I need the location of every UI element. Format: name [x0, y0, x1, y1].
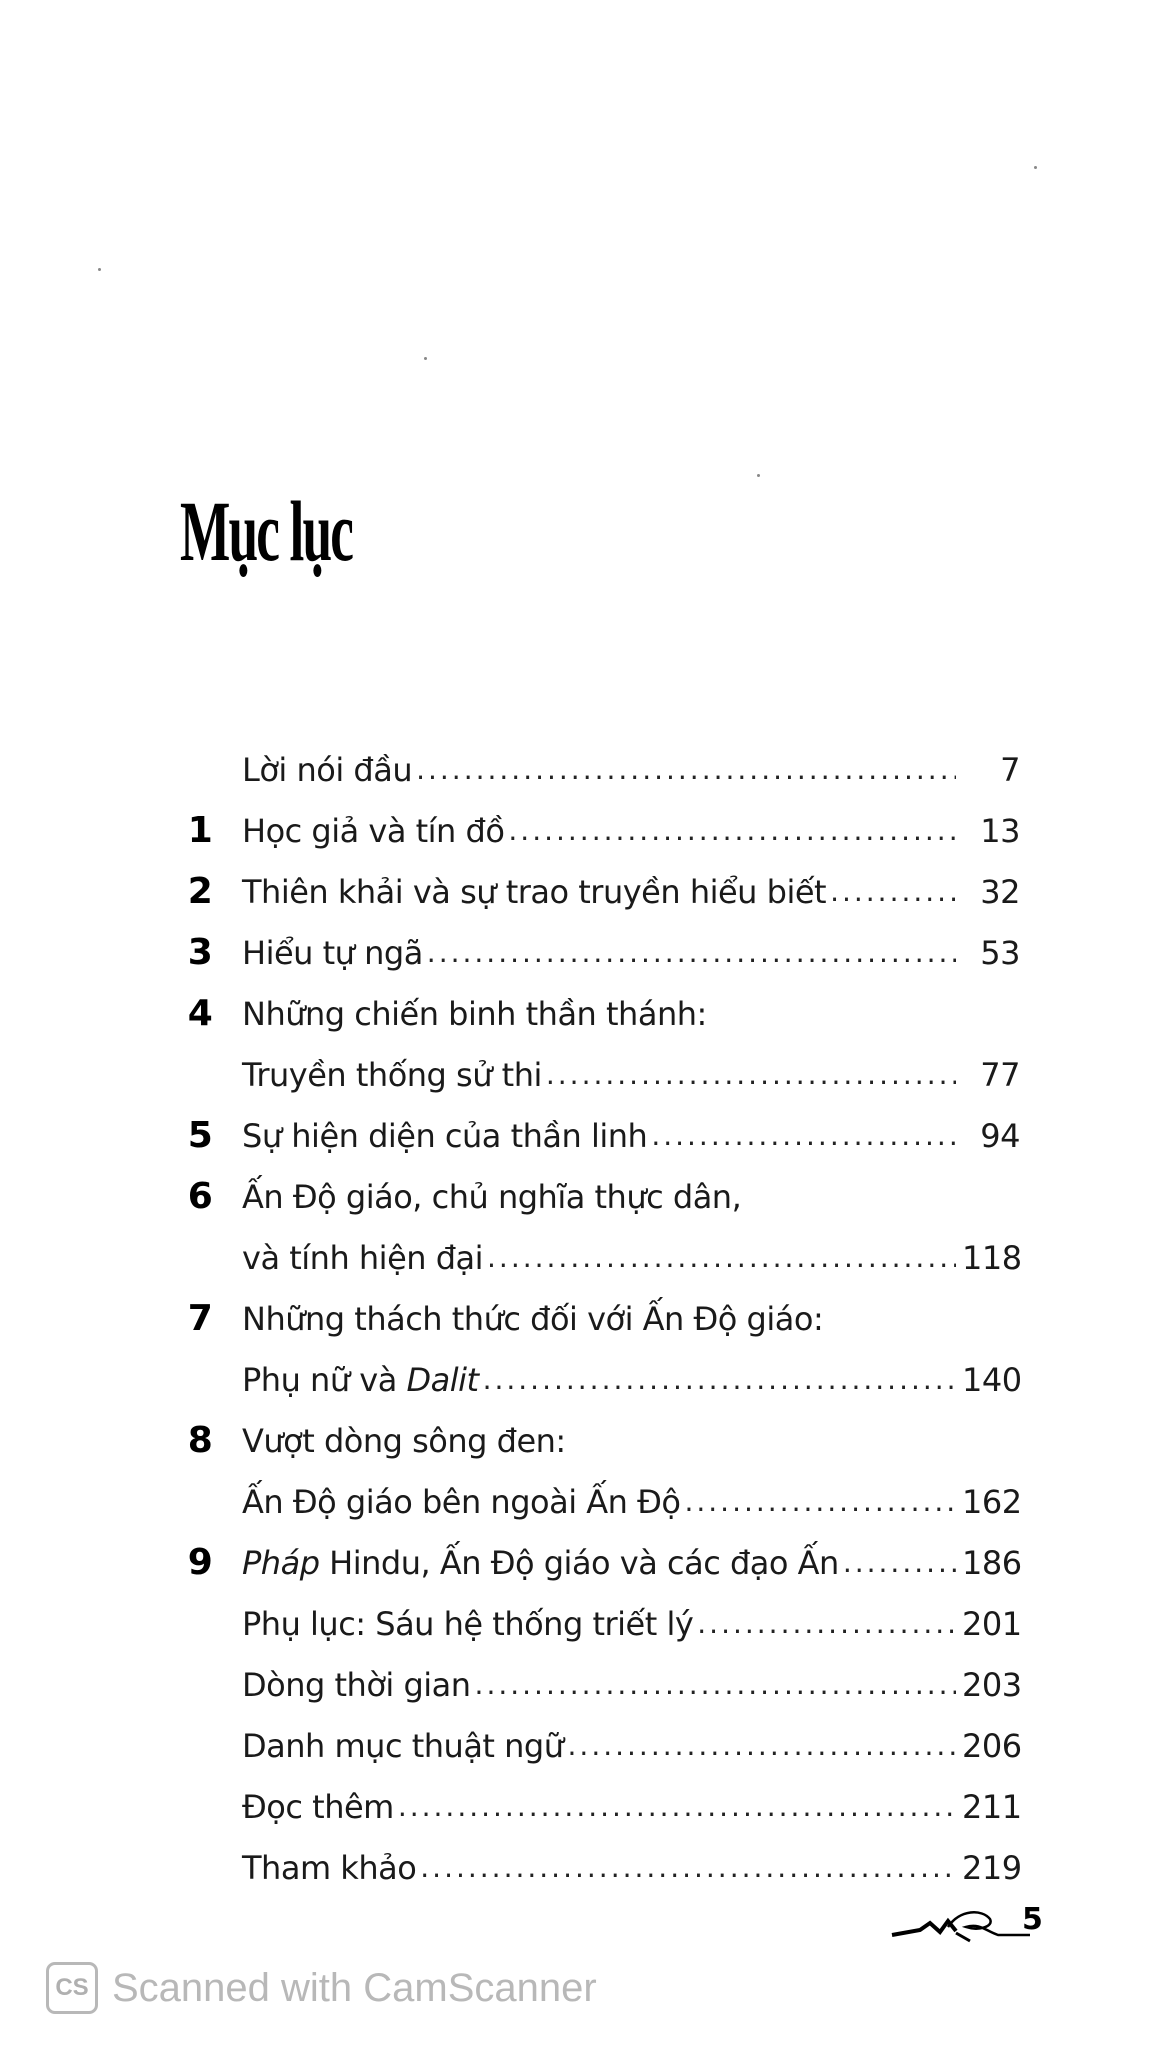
toc-line [180, 1114, 1020, 1175]
dot-leader [508, 809, 956, 853]
chapter-number: 1 [187, 810, 213, 851]
dot-leader [427, 931, 956, 975]
toc-entry-title [242, 1297, 823, 1341]
toc-entry-text: Danh mục thuật ngữ [242, 1727, 564, 1765]
dot-leader [487, 1236, 956, 1280]
toc-entry [180, 1846, 1020, 1907]
toc-line [180, 1724, 1020, 1785]
toc-entry-text: Học giả và tín đồ [242, 812, 505, 850]
toc-entry [180, 1175, 1020, 1297]
toc-entry-title [242, 931, 423, 975]
toc-entry-text: Phụ nữ và [242, 1361, 407, 1399]
chapter-number: 6 [187, 1176, 213, 1217]
italic-term: Dalit [406, 1361, 479, 1399]
camscanner-logo-icon: CS [46, 1962, 98, 2014]
toc-entry-text: Thiên khải và sự trao truyền hiểu biết [242, 873, 827, 911]
chapter-number: 8 [187, 1420, 213, 1461]
toc-entry-title [242, 1175, 741, 1219]
toc-entry-title [242, 1114, 647, 1158]
dot-leader [475, 1663, 956, 1707]
toc-line [180, 1846, 1020, 1907]
italic-term: Pháp [242, 1544, 320, 1582]
toc-line [180, 748, 1020, 809]
toc-entry-text: Ấn Độ giáo bên ngoài Ấn Độ [242, 1483, 681, 1521]
dot-leader [568, 1724, 956, 1768]
toc-line [180, 1297, 1020, 1358]
table-of-contents [180, 748, 1020, 1907]
page-title: Mục lục [180, 482, 353, 579]
dot-leader [684, 1480, 956, 1524]
toc-entry-title [242, 870, 826, 914]
toc-entry-text: Tham khảo [242, 1849, 417, 1887]
toc-entry-text: Sự hiện diện của thần linh [242, 1117, 648, 1155]
toc-line [180, 870, 1020, 931]
watermark-text: Scanned with CamScanner [112, 1965, 597, 2010]
toc-entry [180, 809, 1020, 870]
toc-line [180, 1785, 1020, 1846]
toc-entry-title [242, 1785, 394, 1829]
toc-page-number: 32 [980, 873, 1020, 911]
toc-line [180, 1541, 1020, 1602]
toc-entry [180, 1663, 1020, 1724]
dot-leader [416, 748, 956, 792]
toc-entry-title [242, 1358, 479, 1402]
toc-line [180, 1419, 1020, 1480]
chapter-number: 7 [187, 1298, 213, 1339]
toc-entry [180, 1724, 1020, 1785]
toc-page-number: 13 [980, 812, 1020, 850]
toc-page-number: 53 [980, 934, 1020, 972]
toc-entry-text: Vượt dòng sông đen: [242, 1422, 566, 1460]
scan-speck [1034, 166, 1037, 169]
toc-entry-title [242, 1236, 483, 1280]
toc-page-number: 140 [962, 1361, 1022, 1399]
toc-line [180, 1358, 1020, 1419]
toc-entry [180, 1114, 1020, 1175]
toc-entry [180, 1541, 1020, 1602]
toc-page-number: 219 [962, 1849, 1022, 1887]
toc-entry-text: Dòng thời gian [242, 1666, 471, 1704]
toc-entry-title [242, 809, 504, 853]
toc-entry [180, 992, 1020, 1114]
toc-entry-text: Hiểu tự ngã [242, 934, 423, 972]
toc-entry-text: Phụ lục: Sáu hệ thống triết lý [242, 1605, 694, 1643]
toc-entry [180, 1419, 1020, 1541]
toc-line [180, 931, 1020, 992]
toc-entry-title [242, 1663, 471, 1707]
toc-entry-text: Ấn Độ giáo, chủ nghĩa thực dân, [242, 1178, 742, 1216]
toc-entry [180, 870, 1020, 931]
dot-leader [830, 870, 956, 914]
toc-entry-title [242, 748, 412, 792]
toc-page-number: 203 [962, 1666, 1022, 1704]
toc-page-number: 211 [962, 1788, 1022, 1826]
toc-line [180, 1480, 1020, 1541]
toc-entry-title [242, 1541, 839, 1585]
toc-entry-title [242, 1053, 542, 1097]
toc-entry-text: Những thách thức đối với Ấn Độ giáo: [242, 1300, 824, 1338]
toc-line [180, 1663, 1020, 1724]
dot-leader [651, 1114, 956, 1158]
chapter-number: 5 [187, 1115, 213, 1156]
scan-speck [757, 474, 760, 477]
toc-page-number: 7 [1000, 751, 1020, 789]
toc-page-number: 77 [980, 1056, 1020, 1094]
toc-page-number: 162 [962, 1483, 1022, 1521]
scan-speck [424, 357, 427, 360]
toc-page-number: 201 [962, 1605, 1022, 1643]
page-number: 5 [1022, 1902, 1043, 1937]
toc-entry-text: và tính hiện đại [242, 1239, 484, 1277]
dot-leader [546, 1053, 956, 1097]
toc-page-number: 94 [980, 1117, 1020, 1155]
toc-page-number: 118 [962, 1239, 1022, 1277]
toc-entry-title [242, 1480, 680, 1524]
toc-entry [180, 1297, 1020, 1419]
scanner-watermark [46, 1960, 597, 2016]
chapter-number: 3 [187, 932, 213, 973]
scan-speck [98, 268, 101, 271]
toc-entry [180, 748, 1020, 809]
dot-leader [697, 1602, 956, 1646]
pen-flourish-icon [890, 1905, 1030, 1945]
toc-entry-title [242, 992, 707, 1036]
toc-entry-title [242, 1846, 416, 1890]
toc-entry-text: Truyền thống sử thi [242, 1056, 542, 1094]
toc-line [180, 1175, 1020, 1236]
dot-leader [398, 1785, 956, 1829]
dot-leader [843, 1541, 956, 1585]
toc-line [180, 1602, 1020, 1663]
toc-entry [180, 931, 1020, 992]
toc-entry-title [242, 1602, 693, 1646]
dot-leader [483, 1358, 956, 1402]
dot-leader [420, 1846, 956, 1890]
toc-entry-title [242, 1724, 564, 1768]
chapter-number: 2 [187, 871, 213, 912]
toc-page-number: 186 [962, 1544, 1022, 1582]
toc-line [180, 809, 1020, 870]
toc-entry-title [242, 1419, 566, 1463]
toc-page-number: 206 [962, 1727, 1022, 1765]
toc-entry-text: Lời nói đầu [242, 751, 413, 789]
chapter-number: 9 [187, 1542, 213, 1583]
toc-line [180, 1236, 1020, 1297]
toc-line [180, 1053, 1020, 1114]
toc-entry-text: Đọc thêm [242, 1788, 394, 1826]
toc-line [180, 992, 1020, 1053]
toc-entry [180, 1785, 1020, 1846]
chapter-number: 4 [187, 993, 213, 1034]
toc-entry-text: Những chiến binh thần thánh: [242, 995, 707, 1033]
toc-entry-text: Hindu, Ấn Độ giáo và các đạo Ấn [319, 1544, 839, 1582]
toc-entry [180, 1602, 1020, 1663]
